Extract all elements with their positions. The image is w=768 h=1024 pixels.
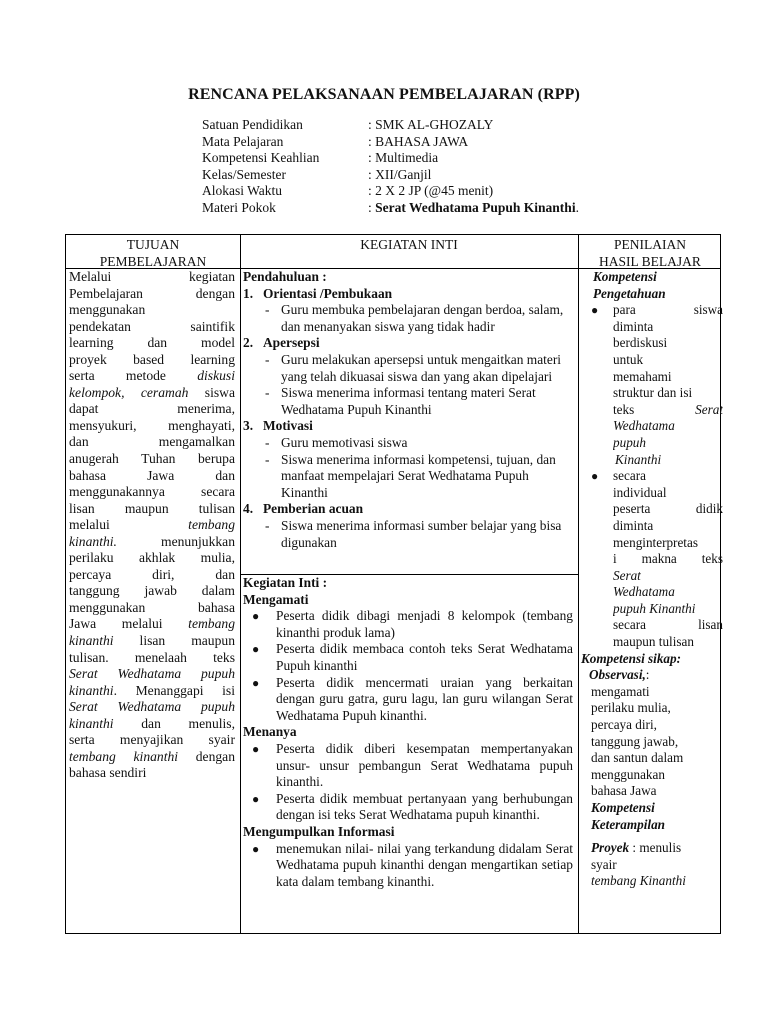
header-penilaian: PENILAIAN HASIL BELAJAR <box>599 237 701 269</box>
list-item: ● Peserta didik mencermati uraian yang berkaitan dengan guru gatra, guru lagu, lan guru wilangan Serat Wedhatama Pupuh kinanthi. <box>252 674 573 723</box>
list-item: ● Peserta didik membaca contoh teks Serat Wedhatama Pupuh kinanthi <box>252 641 573 673</box>
header-tujuan: TUJUAN PEMBELAJARAN <box>99 237 207 269</box>
kegiatan-inti-section <box>243 575 573 890</box>
sikap-list: mengamati perilaku mulia, percaya diri, tanggung jawab, dan santun dalam menggunakan bahasa Jawa Kompetensi Keterampilan <box>583 684 723 833</box>
document-title: RENCANA PELAKSANAAN PEMBELAJARAN (RPP) <box>188 86 580 103</box>
meta-row-kelas <box>202 167 579 184</box>
list-item: - Guru melakukan apersepsi untuk mengaitkan materi yang telah dikuasai siswa dan yang akan dipelajari <box>265 351 562 384</box>
section-motivasi: 3. Motivasi <box>243 418 313 434</box>
observasi-label: Observasi,: <box>589 667 650 683</box>
tujuan-text: Melalui kegiatan Pembelajaran dengan menggunakan pendekatan saintifik learning dan model proyek based learning serta metode diskusi kelompok, ceramah siswa dapat menerima, mensyukuri, menghayati, dan mengamalkan anugerah Tuhan berupa bahasa Jawa dan menggunakannya secara lisan maupun tulisan melalui tembang kinanthi. menunjukkan perilaku akhlak mulia, percaya diri, dan tanggung jawab dalam menggunakan bahasa Jawa melalui tembang kinanthi lisan maupun tulisan. menelaah teks Serat Wedhatama pupuh kinanthi. Menanggapi isi Serat Wedhatama pupuh kinanthi dan menulis, serta menyajikan syair tembang kinanthi dengan bahasa sendiri <box>69 269 235 781</box>
meta-value: : SMK AL-GHOZALY <box>368 117 494 132</box>
meta-row-kompetensi <box>202 150 579 167</box>
list-item: ● menemukan nilai- nilai yang terkandung didalam Serat Wedhatama pupuh kinanthi dengan mengartikan setiap kata dalam tembang kinanthi. <box>252 840 573 889</box>
list-item: - Guru membuka pembelajaran dengan berdoa, salam, dan menanyakan siswa yang tidak hadir <box>265 302 564 334</box>
list-item: ● Peserta didik diberi kesempatan mempertanyakan unsur- unsur pembangun Serat Wedhatama pupuh kinanthi. <box>252 740 573 790</box>
pengetahuan-title: Kompetensi <box>593 269 657 284</box>
section-acuan: 4. Pemberian acuan <box>243 501 364 517</box>
list-item: ● Peserta didik membuat pertanyaan yang berhubungan dengan isi teks Serat Wedhatama pupuh kinanthi. <box>252 790 573 823</box>
meta-value: : Serat Wedhatama Pupuh Kinanthi. <box>368 199 579 215</box>
kegiatan-inti-title: Kegiatan Inti : <box>243 575 328 590</box>
materi-pokok-value: Serat Wedhatama Pupuh Kinanthi <box>375 199 576 215</box>
meta-row-satuan <box>202 117 579 134</box>
list-item: - Guru memotivasi siswa <box>265 434 408 450</box>
meta-label: Mata Pelajaran <box>202 133 284 149</box>
column-divider <box>240 235 241 933</box>
list-item: ● Peserta didik dibagi menjadi 8 kelompok (tembang kinanthi produk lama) <box>252 608 573 640</box>
meta-label: Materi Pokok <box>202 199 276 215</box>
header-kegiatan: KEGIATAN INTI <box>360 237 458 252</box>
pendahuluan-title: Pendahuluan : <box>243 269 327 284</box>
mengamati-heading: Mengamati <box>243 591 309 607</box>
penilaian-section: Kompetensi Pengetahuan ● para siswa diminta berdiskusi untuk memahami struktur dan isi teks Serat Wedhatama pupuh Kinanthi ● secara individual peserta didik diminta menginterpretas i makna teks Serat Wedhatama pupuh Kinanthi secara lisan maupun tulisan Kompetensi sikap: Observasi,: mengamati perilaku mulia, percaya diri, tanggung jawab, dan santun dalam menggunakan bahasa Jawa Kompetensi Keterampilan Proyek : menulis syair tembang Kinanthi <box>581 269 723 889</box>
list-item: - Siswa menerima informasi kompetensi, tujuan, dan manfaat mempelajari Serat Wedhatama Pupuh Kinanthi <box>265 451 556 500</box>
meta-label: Kelas/Semester <box>202 166 286 182</box>
list-item: ● para siswa diminta berdiskusi untuk memahami struktur dan isi teks Serat Wedhatama pupuh Kinanthi <box>591 302 723 467</box>
menanya-heading: Menanya <box>243 724 297 740</box>
rpp-table <box>65 234 721 934</box>
proyek-block: Proyek : menulis syair tembang Kinanthi <box>591 840 686 889</box>
column-divider <box>578 235 579 933</box>
meta-value: : 2 X 2 JP (@45 menit) <box>368 183 494 199</box>
section-apersepsi: 2. Apersepsi <box>243 335 320 351</box>
list-item: - Siswa menerima informasi sumber belajar yang bisa digunakan <box>265 517 562 550</box>
pendahuluan-section <box>243 269 573 551</box>
meta-row-mapel <box>202 134 579 151</box>
section-orientasi: 1. Orientasi /Pembukaan <box>243 285 393 301</box>
meta-value: : Multimedia <box>368 150 439 166</box>
sikap-title: Kompetensi sikap: <box>581 650 682 666</box>
mengumpulkan-heading: Mengumpulkan Informasi <box>243 823 395 839</box>
identity-block <box>202 117 579 217</box>
meta-label: Satuan Pendidikan <box>202 117 303 132</box>
meta-value: : BAHASA JAWA <box>368 133 469 149</box>
list-item: ● secara individual peserta didik diminta menginterpretas i makna teks Serat Wedhatama pupuh Kinanthi secara lisan maupun tulisan <box>591 468 723 650</box>
meta-row-alokasi <box>202 183 579 200</box>
meta-value: : XII/Ganjil <box>368 166 432 182</box>
keterampilan-title: Kompetensi <box>591 800 655 815</box>
meta-label: Alokasi Waktu <box>202 183 283 199</box>
list-item: - Siswa menerima informasi tentang materi Serat Wedhatama Pupuh Kinanthi <box>265 385 536 417</box>
meta-label: Kompetensi Keahlian <box>202 150 320 166</box>
meta-row-materi <box>202 200 579 217</box>
